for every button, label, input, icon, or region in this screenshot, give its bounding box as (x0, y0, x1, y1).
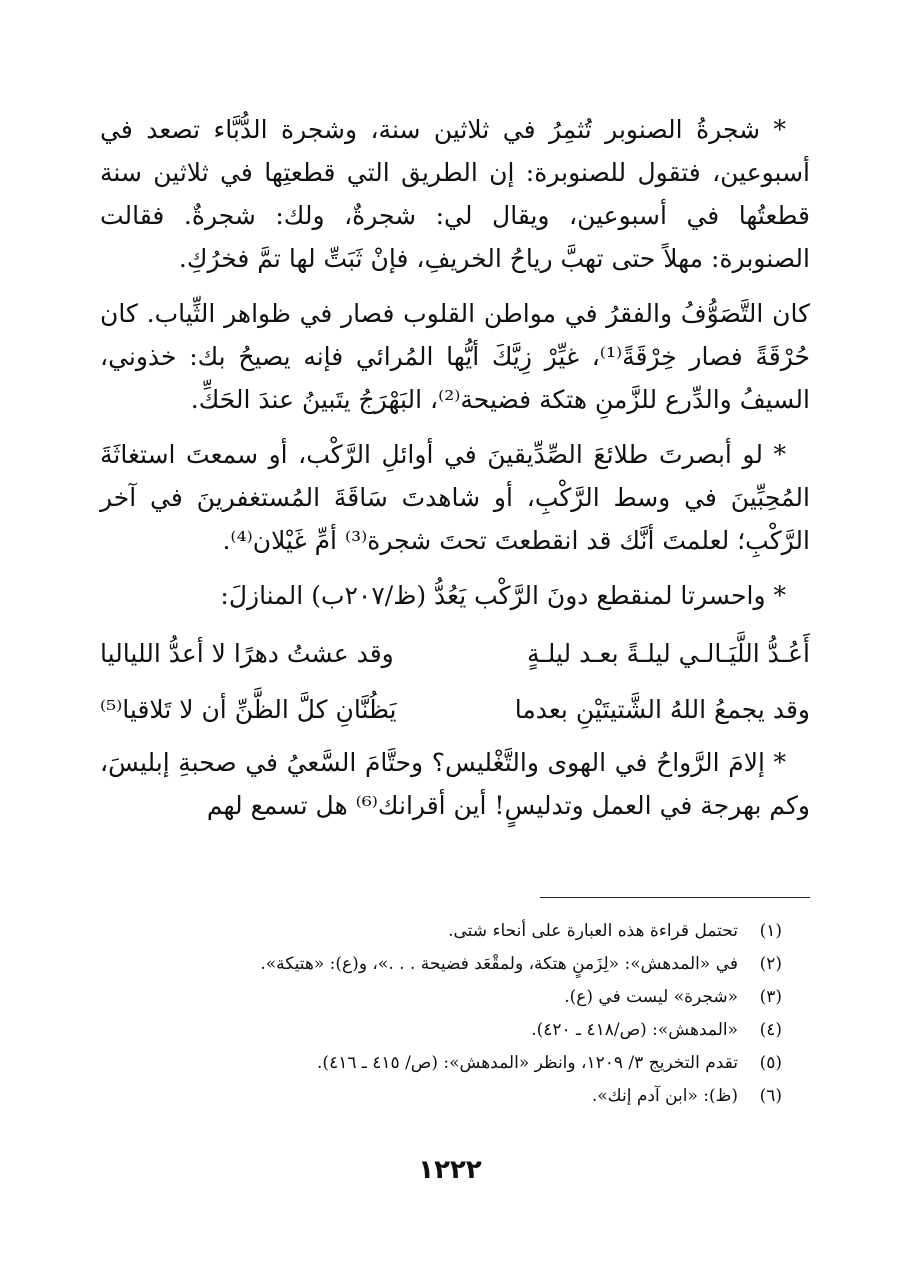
footnotes (100, 915, 782, 1113)
footnote-number: (١) (759, 921, 782, 941)
footnote-number: (٣) (759, 987, 782, 1007)
verse-line-1 (100, 629, 810, 679)
verse-line-2 (100, 685, 810, 735)
footnote-2 (100, 948, 782, 981)
verse-1-second-hemistich: وقد عشتُ دهرًا لا أعدُّ اللياليا (100, 639, 394, 668)
footnote-text: (ظ): «ابن آدم إنك». (591, 1086, 738, 1106)
footnote-text: في «المدهش»: «لِزَمنٍ هتكة، ولمقْعَد فضيحة . . .»، و(ع): «هتيكة». (260, 954, 738, 974)
footnote-number: (٥) (759, 1053, 782, 1073)
footnote-number: (٢) (759, 954, 782, 974)
footnote-number: (٦) (759, 1086, 782, 1106)
paragraph-caravan: * لو أبصرتَ طلائعَ الصِّدِّيقينَ في أوائلِ الرَّكْب، أو سمعتَ استغاثَةَ المُحِبِّينَ في وسط الرَّكْبِ، أو شاهدتَ سَاقَةَ المُستغفرينَ في آخر الرَّكْبِ؛ لعلمتَ أنَّك قد انقطعتَ تحتَ شجرة⁽³⁾ أمِّ غَيْلان⁽⁴⁾. (100, 440, 810, 555)
verse-1-first-hemistich: أَعُـدُّ اللَّيَـالـي ليلـةً بعـد ليلـةٍ (527, 639, 810, 668)
footnote-3 (100, 981, 782, 1014)
footnote-6 (100, 1080, 782, 1113)
footnote-4 (100, 1014, 782, 1047)
paragraph-regret: * واحسرتا لمنقطع دونَ الرَّكْب يَعُدُّ (ظ/٢٠٧ب) المنازلَ: (220, 581, 786, 610)
paragraph-pine-tree: * شجرةُ الصنوبر تُثمِرُ في ثلاثين سنة، وشجرة الدُّبَّاء تصعد في أسبوعين، فتقول للصنوبرة: إن الطريق التي قطعتِها في ثلاثين سنة قطعتُها في أسبوعين، ويقال لي: شجرةٌ، ولك: شجرةٌ. فقالت الصنوبرة: مهلاً حتى تهبَّ رياحُ الخريفِ، فإنْ ثَبَتِّ لها تمَّ فخرُكِ. (100, 115, 810, 273)
page-number: ١٢٢٢ (418, 1155, 482, 1185)
footnote-divider (540, 897, 810, 898)
verse-2-second-hemistich: يَظُنَّانِ كلَّ الظَّنِّ أن لا تَلاقيا⁽⁵⁾ (100, 695, 397, 724)
footnote-text: تحتمل قراءة هذه العبارة على أنحاء شتى. (448, 921, 738, 941)
paragraph-last: * إلامَ الرَّواحُ في الهوى والتَّغْليس؟ وحتَّامَ السَّعيُ في صحبةِ إبليسَ، وكم بهرجة في العمل وتدليسٍ! أين أقرانك⁽⁶⁾ هل تسمع لهم (100, 748, 810, 820)
footnote-number: (٤) (759, 1020, 782, 1040)
verse-2-first-hemistich: وقد يجمعُ اللهُ الشَّتيتَيْنِ بعدما (514, 695, 810, 724)
footnote-5 (100, 1047, 782, 1080)
main-text (100, 108, 810, 839)
footnote-text: «شجرة» ليست في (ع). (564, 987, 738, 1007)
paragraph-sufism: كان التَّصَوُّفُ والفقرُ في مواطن القلوب فصار في ظواهر الثِّياب. كان حُرْقَةً فصار خِرْقَةً⁽¹⁾، غيِّرْ زِيَّكَ أيُّها المُرائي فإنه يصيحُ بك: خذوني، السيفُ والدِّرع للزَّمنِ هتكة فضيحة⁽²⁾، البَهْرَجُ يتَبينُ عندَ الحَكِّ. (100, 299, 811, 414)
footnote-text: تقدم التخريج ٣/ ١٢٠٩، وانظر «المدهش»: (ص/ ٤١٥ ـ ٤١٦). (317, 1053, 738, 1073)
footnote-1 (100, 915, 782, 948)
footnote-text: «المدهش»: (ص/٤١٨ ـ ٤٢٠). (531, 1020, 738, 1040)
